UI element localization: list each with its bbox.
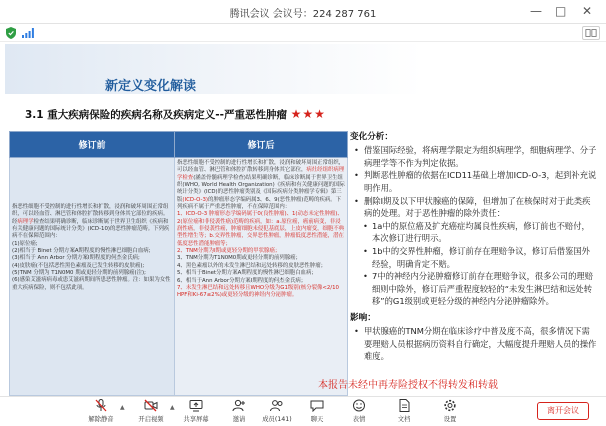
mute-label: 解除静音 [88,416,114,423]
comparison-table [9,131,348,396]
camera-off-icon [144,399,158,412]
definition-text: 4、黑色素瘤以外的未发生淋巴结和远处转移的皮肤恶性肿瘤； [177,262,326,269]
settings-button[interactable] [438,399,462,425]
analysis-bullet: • 判断恶性肿瘤的依据在ICD11基础上增加ICD-O-3，起到补充说明作用。 [350,169,598,194]
definition-text: 检查结果明确诊断，临床诊断属于世界卫生组织《疾病和有关健康问题的国际统计分类》(ICD-10)的恶性肿瘤范畴。下列疾病不在保障范围内： [12,218,170,240]
gear-icon [443,399,457,412]
definition-text: (4)皮肤癌(不包括恶性黑色素瘤及已发生转移的皮肤癌); [12,262,145,269]
definition-paragraph [12,204,172,241]
layout-icon[interactable] [582,26,600,40]
rating-stars: ★★★ [290,107,326,121]
chat-label: 聊天 [310,416,324,423]
documents-label: 文档 [397,416,411,423]
definition-text: (涵盖骨髓病理学检查)结果明确诊断，临床诊断属于世界卫生组织(WHO, World Health Organization)《疾病和有关健康问题的国际统计分类》(ICD)的恶性肿瘤类别及《国际疾病分类肿瘤学专辑》第三版 [177,174,345,203]
smile-icon [352,399,366,412]
definition-paragraph [12,263,172,270]
impact-bullet: • 甲状腺癌的TNM分期在临床诊疗中普及度不高，很多情况下需要理赔人员根据病历资料自行确定，大幅度提升理赔人员的操作难度。 [350,325,598,363]
invite-label: 邀请 [232,416,246,423]
microphone-muted-icon [94,399,108,412]
change-analysis-title: 变化分析： [350,132,393,142]
slide-header-band [5,44,601,94]
definition-text: (ICD-O-3) [182,196,208,203]
analysis-sub-bullet: • 7中的神经内分泌肿瘤修订前存在理赔争议，很多公司的理赔细则中除外，修订后严重程度较轻的“未发生淋巴结和远处转移”的G1级别或更轻分级的神经内分泌肿瘤除外。 [350,270,598,308]
definition-text: (1)原位癌; [12,240,38,247]
invite-person-icon [232,399,246,412]
column-header-after: 修订后 [175,132,348,158]
analysis-bullet: • 借鉴国际经验，将病理学限定为组织病理学，细胞病理学、分子病理学等不作为判定依据。 [350,144,598,169]
analysis-sub-bullet: • 1a中的原位癌及扩充癌症均属良性疾病，修订前也不赔付，本次修订进行明示。 [350,220,598,245]
video-button[interactable] [134,399,168,425]
definition-text: 的肿瘤形态学编码属3、6、9(恶性肿瘤)范畴的疾病。下列疾病不属于严重恶性肿瘤，不在保障范围内： [177,196,342,211]
subtitle-text: 3.1 重大疾病保险的疾病名称及疾病定义--严重恶性肿瘤 [25,109,287,121]
definition-text: 病灶经组织病理学检查 [177,167,345,181]
definition-after-cell [175,158,348,396]
video-options-chevron-icon[interactable]: ▲ [170,404,175,411]
members-button[interactable] [259,399,295,425]
definition-paragraph [177,211,345,248]
column-header-before: 修订前 [10,132,175,158]
close-button[interactable]: ✕ [582,4,593,18]
maximize-button[interactable]: □ [555,4,567,18]
definition-before-cell [10,158,175,396]
chat-icon [310,399,324,412]
definition-text: 6、相当于Ann Arbor分期方案I期程度的何杰金氏病； [177,277,307,284]
window-title: 腾讯会议 会议号：224 287 761 [229,9,377,20]
meeting-toolbar [0,396,606,426]
analysis-bullet: • 删除I期及以下甲状腺癌的保障，但增加了在核保时对于此类疾病的处理。对于恶性肿瘤的除外责任： [350,195,598,220]
slide-subtitle [25,107,326,122]
definition-paragraph [177,278,345,285]
definition-paragraph [12,241,172,248]
members-label: 成员(141) [262,416,292,423]
chat-button[interactable] [305,399,329,425]
leave-meeting-button[interactable]: 离开会议 [537,402,589,420]
analysis-panel [350,129,598,363]
analysis-sub-bullet: • 1b中的交界性肿瘤，修订前存在理赔争议，修订后借鉴国外经验，明确肯定不赔。 [350,245,598,270]
definition-paragraph [12,277,172,292]
definition-paragraph [177,270,345,277]
definition-text: 5、相当于Binet分期方案A期程度的慢性淋巴细胞白血病； [177,270,317,277]
definition-text: 1、ICD-O-3 肿瘤形态学编码属于0(良性肿瘤)、1(动态未定性肿瘤)、2(原位癌和非侵袭性癌)范畴的疾病，如：a.原位癌，癌前病变，非浸润性癌，非侵袭性癌，肿瘤细胞未侵犯基底层，上皮内瘤变，细胞不典型性增生等；b.交界性肿瘤，交界恶性肿瘤，肿瘤低度恶性潜能，潜在低度恶性潜能肿瘤等； [177,211,345,247]
copyright-notice: 本报告未经中再寿险授权不得转发和转载 [318,380,498,391]
share-screen-label: 共享屏幕 [183,416,209,423]
invite-button[interactable] [227,399,251,425]
slide-heading: 新定义变化解读 [105,79,197,94]
definition-paragraph [177,255,345,262]
documents-button[interactable] [392,399,416,425]
definition-text: 3、TNM分期为T1N0M0期或更轻分期的前列腺癌； [177,255,301,262]
definition-text: 指恶性细胞不受控制的进行性增长和扩散，浸润和破坏周围正常组织，可以经血管、淋巴管和体腔扩散转移到身体其它部位的疾病。经 [12,204,169,225]
share-screen-icon [189,399,203,412]
signal-icon[interactable] [22,28,34,38]
reactions-label: 表情 [352,416,366,423]
definition-paragraph [177,160,345,211]
definition-text: (3)相当于 Ann Arbor 分期方案I期程度的何杰金氏病; [12,255,140,262]
meeting-status-bar [0,24,606,42]
definition-paragraph [12,255,172,262]
shield-icon[interactable] [6,27,16,39]
definition-text: (5)TNM 分期为 T1N0M0 期或更轻分期的前列腺癌(注); [12,270,146,277]
definition-paragraph [177,285,345,300]
share-screen-button[interactable] [180,399,212,425]
definition-text: 指恶性细胞不受控制的进行性增长和扩散，浸润和破坏周围正常组织，可以经血管、淋巴管和体腔扩散转移到身体其它部位， [177,160,345,174]
mute-options-chevron-icon[interactable]: ▲ [120,404,125,411]
definition-text: 2、TNM分期为I期或更轻分期的甲状腺癌； [177,248,281,255]
definition-text: 7、未发生淋巴结和远处转移且WHO分级为G1级别(核分裂像<2/10 HPF和Ki-67≤2%)或更轻分级的神经内分泌肿瘤。 [177,284,339,299]
title-bar [0,0,606,24]
document-icon [397,399,411,412]
video-label: 开启视频 [138,416,164,423]
mute-button[interactable] [84,399,118,425]
impact-title: 影响： [350,312,376,323]
definition-text: (6)感染艾滋病病毒或患艾滋病期间所患恶性肿瘤。注：如果为女性重大疾病保险，则不包括此项。 [12,277,171,291]
members-icon [270,399,284,412]
settings-label: 设置 [443,416,457,423]
reactions-button[interactable] [347,399,371,425]
definition-text: (2)相当于 Binet 分期方案A期程度的慢性淋巴细胞白血病; [12,248,151,255]
shared-slide [5,44,601,396]
definition-text: 病理学 [17,218,34,225]
minimize-button[interactable]: — [530,4,542,18]
